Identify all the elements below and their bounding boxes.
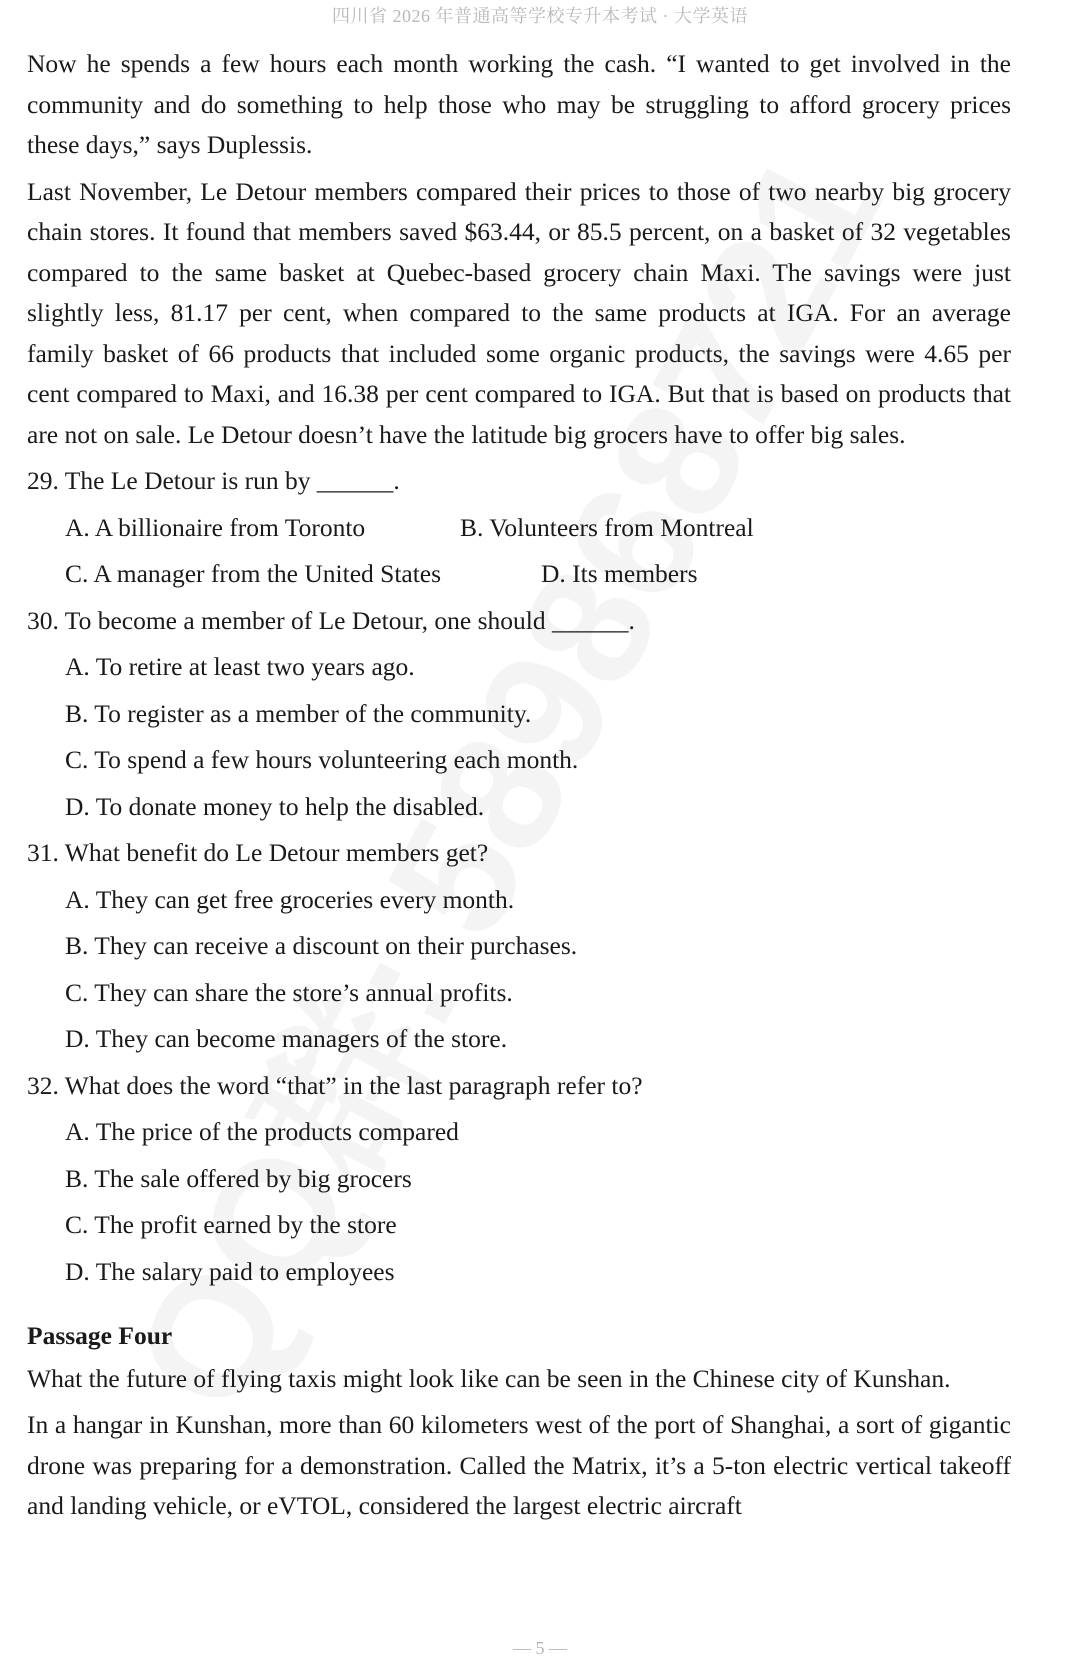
paragraph: In a hangar in Kunshan, more than 60 kilometers west of the port of Shanghai, a sort of gigantic drone was preparing for a demonstration. Called the Matrix, it’s a 5-ton electric vertical takeoff and landing vehicle, or eVTOL, considered the largest electric aircraft: [27, 1410, 1011, 1520]
question-stem: 32. What does the word “that” in the last paragraph refer to?: [27, 1070, 643, 1100]
paragraph: What the future of flying taxis might look like can be seen in the Chinese city of Kunshan.: [27, 1363, 951, 1393]
question-stem: 29. The Le Detour is run by ______.: [27, 466, 400, 495]
question-stem: 31. What benefit do Le Detour members get?: [27, 838, 489, 867]
option-d: D. The salary paid to employees: [65, 1256, 395, 1286]
option-d: D. Its members: [541, 559, 698, 588]
option-row: [27, 554, 1011, 595]
section-title: Passage Four: [27, 1321, 173, 1350]
option-c: C. They can share the store’s annual profits.: [65, 977, 513, 1007]
option-d: D. They can become managers of the store.: [65, 1024, 508, 1053]
option-b: B. The sale offered by big grocers: [65, 1163, 412, 1193]
option-a: A. To retire at least two years ago.: [65, 652, 415, 681]
option-c: C. The profit earned by the store: [65, 1210, 397, 1239]
page-number: — 5 —: [513, 1638, 567, 1658]
paragraph: Last November, Le Detour members compared their prices to those of two nearby big grocery chain stores. It found that members saved $63.44, or 85.5 percent, on a basket of 32 vegetables compared to the same basket at Quebec-based grocery chain Maxi. The savings were just slightly less, 81.17 per cent, when compared to the same products at IGA. For an average family basket of 66 products that included some organic products, the savings were 4.65 per cent compared to Maxi, and 16.38 per cent compared to IGA. But that is based on products that are not on sale. Le Detour doesn’t have the latitude big grocers have to offer big sales.: [27, 176, 1011, 449]
question-stem: 30. To become a member of Le Detour, one should ______.: [27, 605, 635, 635]
question-32: [27, 1066, 1011, 1293]
option-b: B. To register as a member of the community.: [65, 698, 532, 728]
option-b: B. They can receive a discount on their purchases.: [65, 931, 578, 960]
document-body: [27, 44, 1011, 1533]
question-30: [27, 601, 1011, 828]
option-d: D. To donate money to help the disabled.: [65, 791, 485, 821]
option-a: A. They can get free groceries every month.: [65, 884, 515, 914]
option-c: C. To spend a few hours volunteering each month.: [65, 745, 579, 774]
option-a: A. The price of the products compared: [65, 1117, 459, 1146]
option-row: [27, 508, 1011, 549]
page-header: 四川省 2026 年普通高等学校专升本考试 · 大学英语: [332, 6, 748, 26]
option-c: C. A manager from the United States: [65, 559, 442, 588]
option-a: A. A billionaire from Toronto: [65, 512, 366, 542]
paragraph: Now he spends a few hours each month working the cash. “I wanted to get involved in the community and do something to help those who may be struggling to afford grocery prices these days,” says Duplessis.: [27, 49, 1011, 159]
question-29: [27, 461, 1011, 595]
option-b: B. Volunteers from Montreal: [460, 512, 754, 542]
question-31: [27, 833, 1011, 1060]
